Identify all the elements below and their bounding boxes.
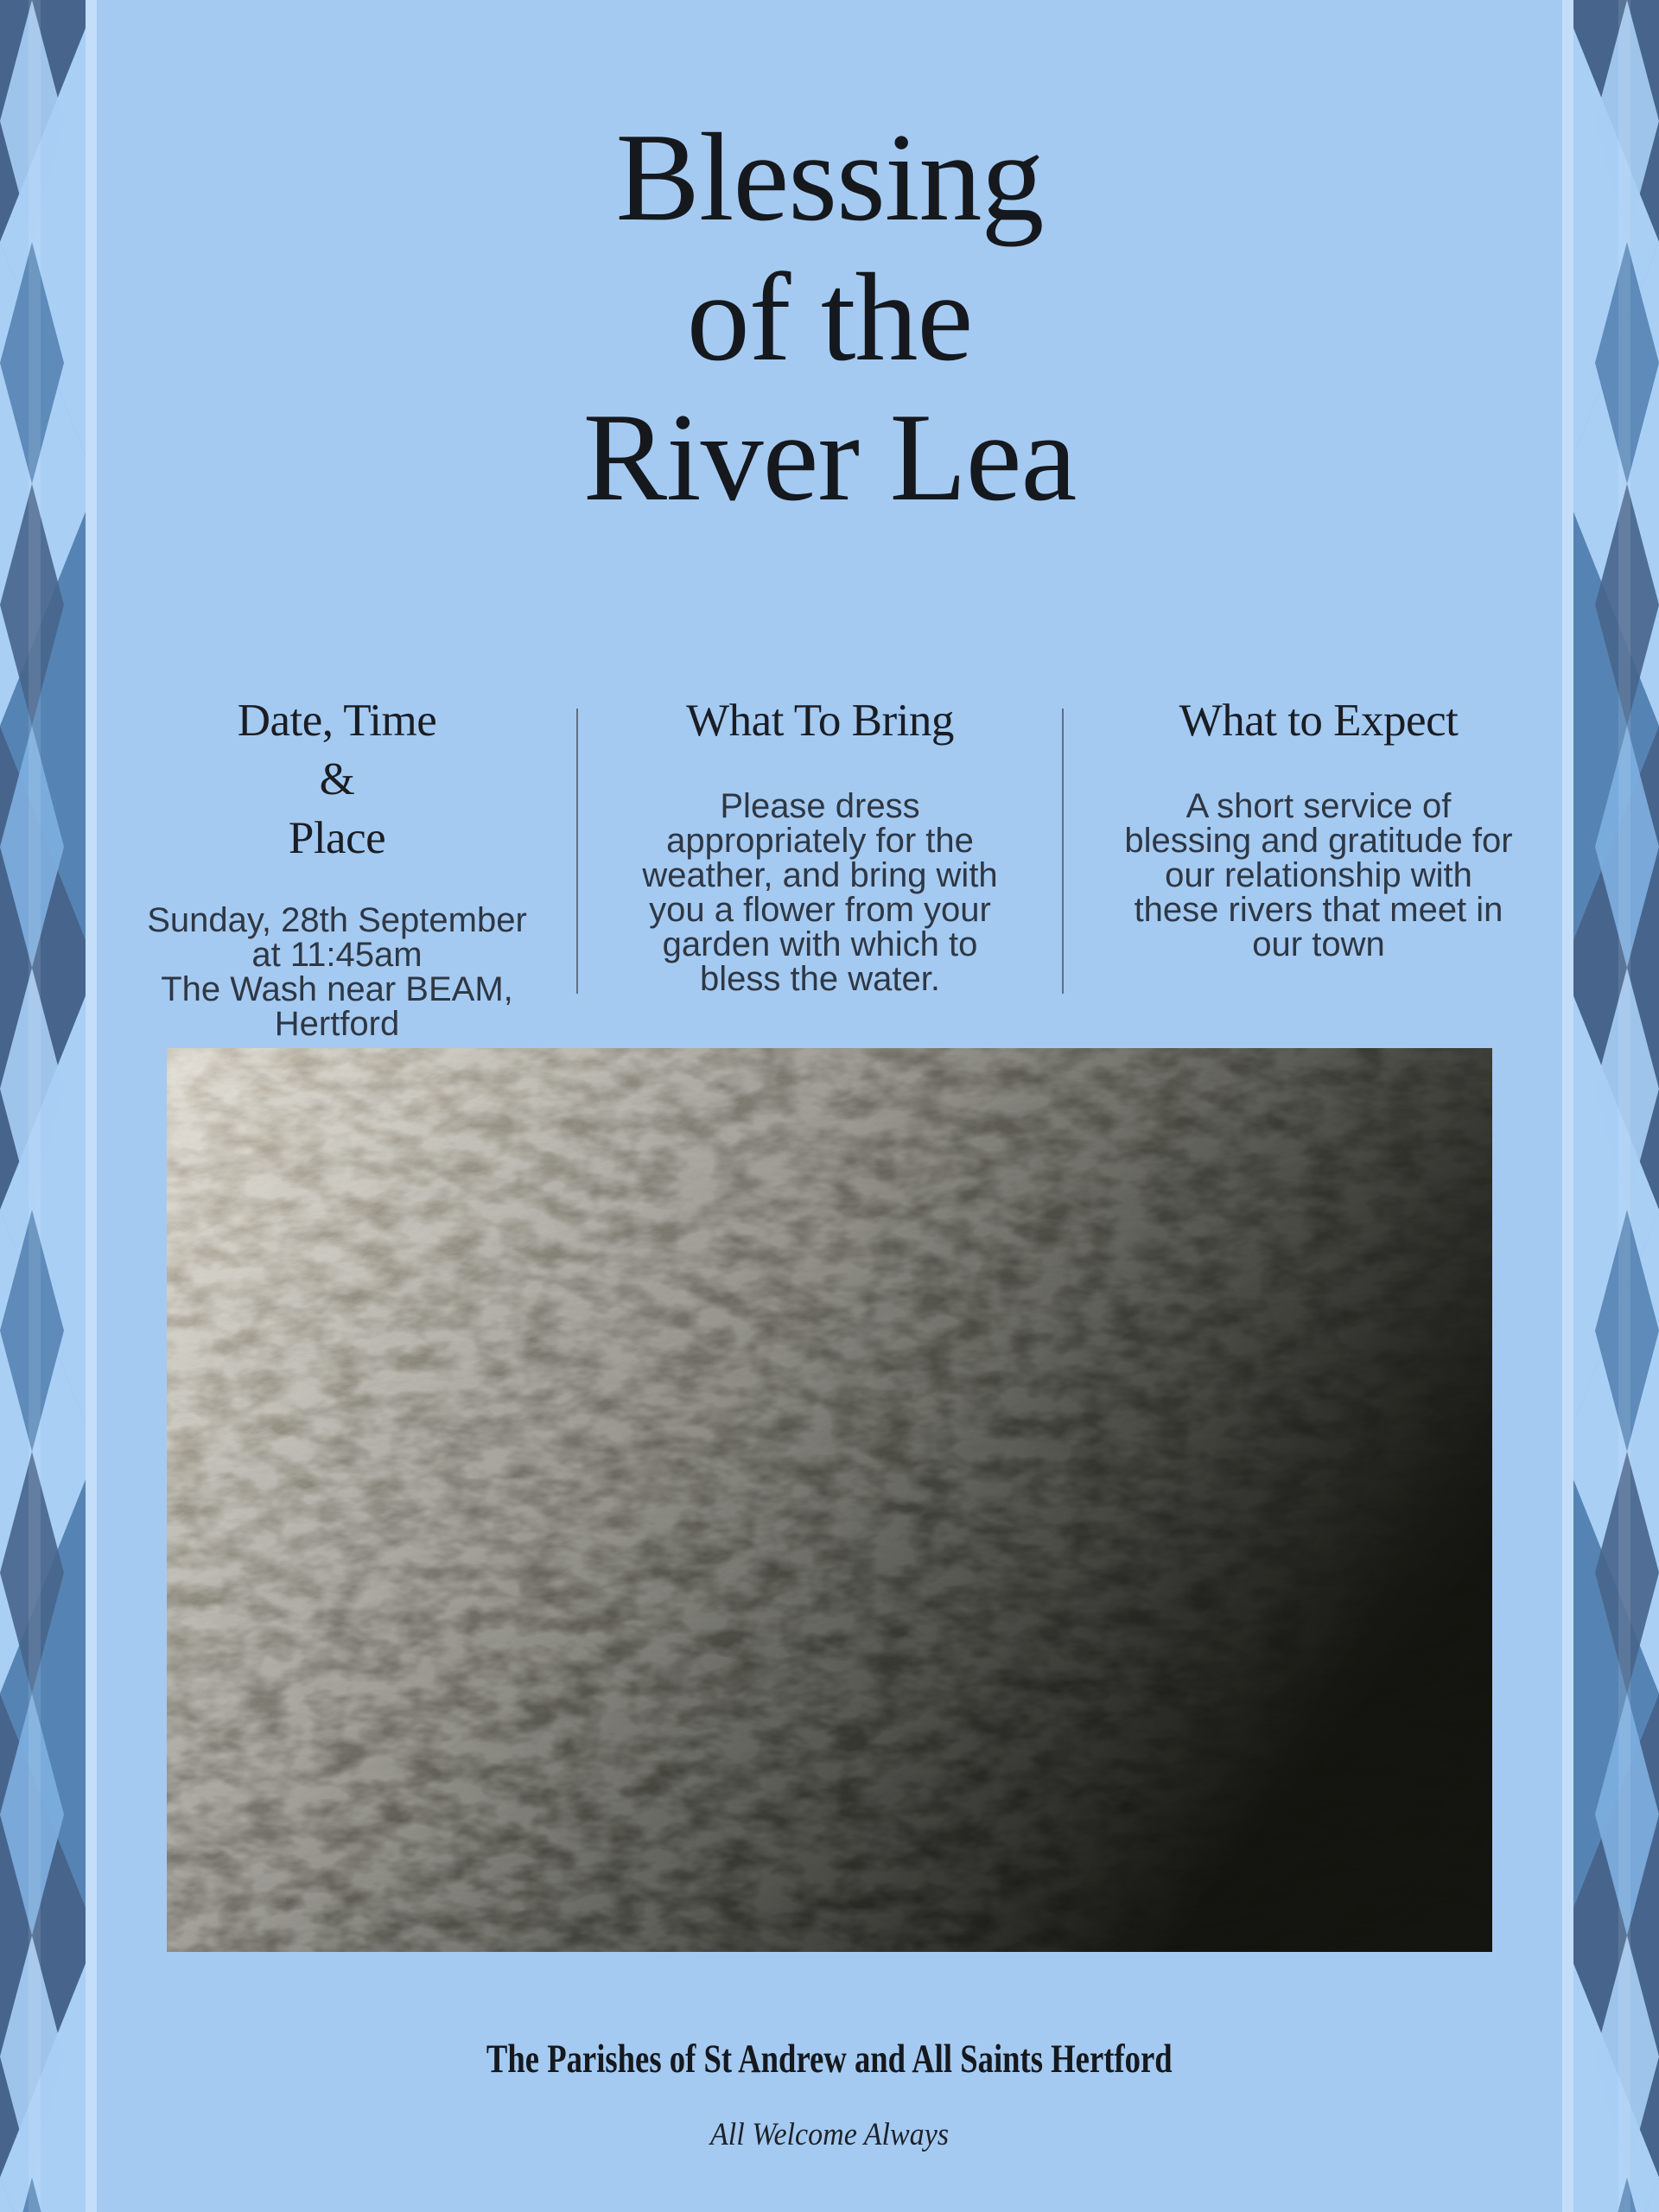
title-line: of the xyxy=(686,247,973,387)
body-line: appropriately for the xyxy=(666,822,974,860)
argyle-border-left xyxy=(0,0,97,2212)
column-body xyxy=(1063,789,1574,962)
poster-title xyxy=(97,107,1562,527)
body-line: Sunday, 28th September xyxy=(147,901,527,939)
footer-organisation xyxy=(0,2037,1659,2081)
body-line: our relationship with xyxy=(1165,856,1472,894)
body-line: these rivers that meet in xyxy=(1134,891,1503,929)
body-line: blessing and gratitude for xyxy=(1124,822,1513,860)
body-line: Hertford xyxy=(274,1005,400,1043)
heading-line: What To Bring xyxy=(686,696,954,746)
footer-tagline-text: All Welcome Always xyxy=(709,2117,950,2152)
heading-line: What to Expect xyxy=(1179,696,1459,746)
footer-tagline xyxy=(0,2117,1659,2153)
body-line: you a flower from your xyxy=(649,891,991,929)
column-heading xyxy=(577,691,1063,750)
body-line: bless the water. xyxy=(700,960,940,998)
body-line: our town xyxy=(1252,925,1385,963)
body-line: at 11:45am xyxy=(251,936,423,974)
column-what-to-bring xyxy=(577,691,1063,996)
heading-line: & xyxy=(319,754,355,804)
column-body xyxy=(97,903,577,1041)
title-line: Blessing xyxy=(615,107,1044,247)
body-line: The Wash near BEAM, xyxy=(161,970,513,1008)
column-what-to-expect xyxy=(1063,691,1574,962)
column-body xyxy=(577,789,1063,996)
footer-organisation-text: The Parishes of St Andrew and All Saints Hertford xyxy=(486,2037,1173,2082)
heading-line: Place xyxy=(288,813,386,863)
body-line: garden with which to xyxy=(662,925,978,963)
body-line: A short service of xyxy=(1185,787,1452,825)
heading-line: Date, Time xyxy=(237,696,437,746)
column-date-time-place xyxy=(97,691,577,1041)
river-water-photo xyxy=(167,1048,1492,1952)
river-water-texture xyxy=(167,1048,1492,1952)
body-line: Please dress xyxy=(720,787,920,825)
body-line: weather, and bring with xyxy=(642,856,998,894)
column-heading xyxy=(97,691,577,868)
column-heading xyxy=(1063,691,1574,750)
title-line: River Lea xyxy=(582,387,1077,527)
argyle-border-right xyxy=(1562,0,1659,2212)
